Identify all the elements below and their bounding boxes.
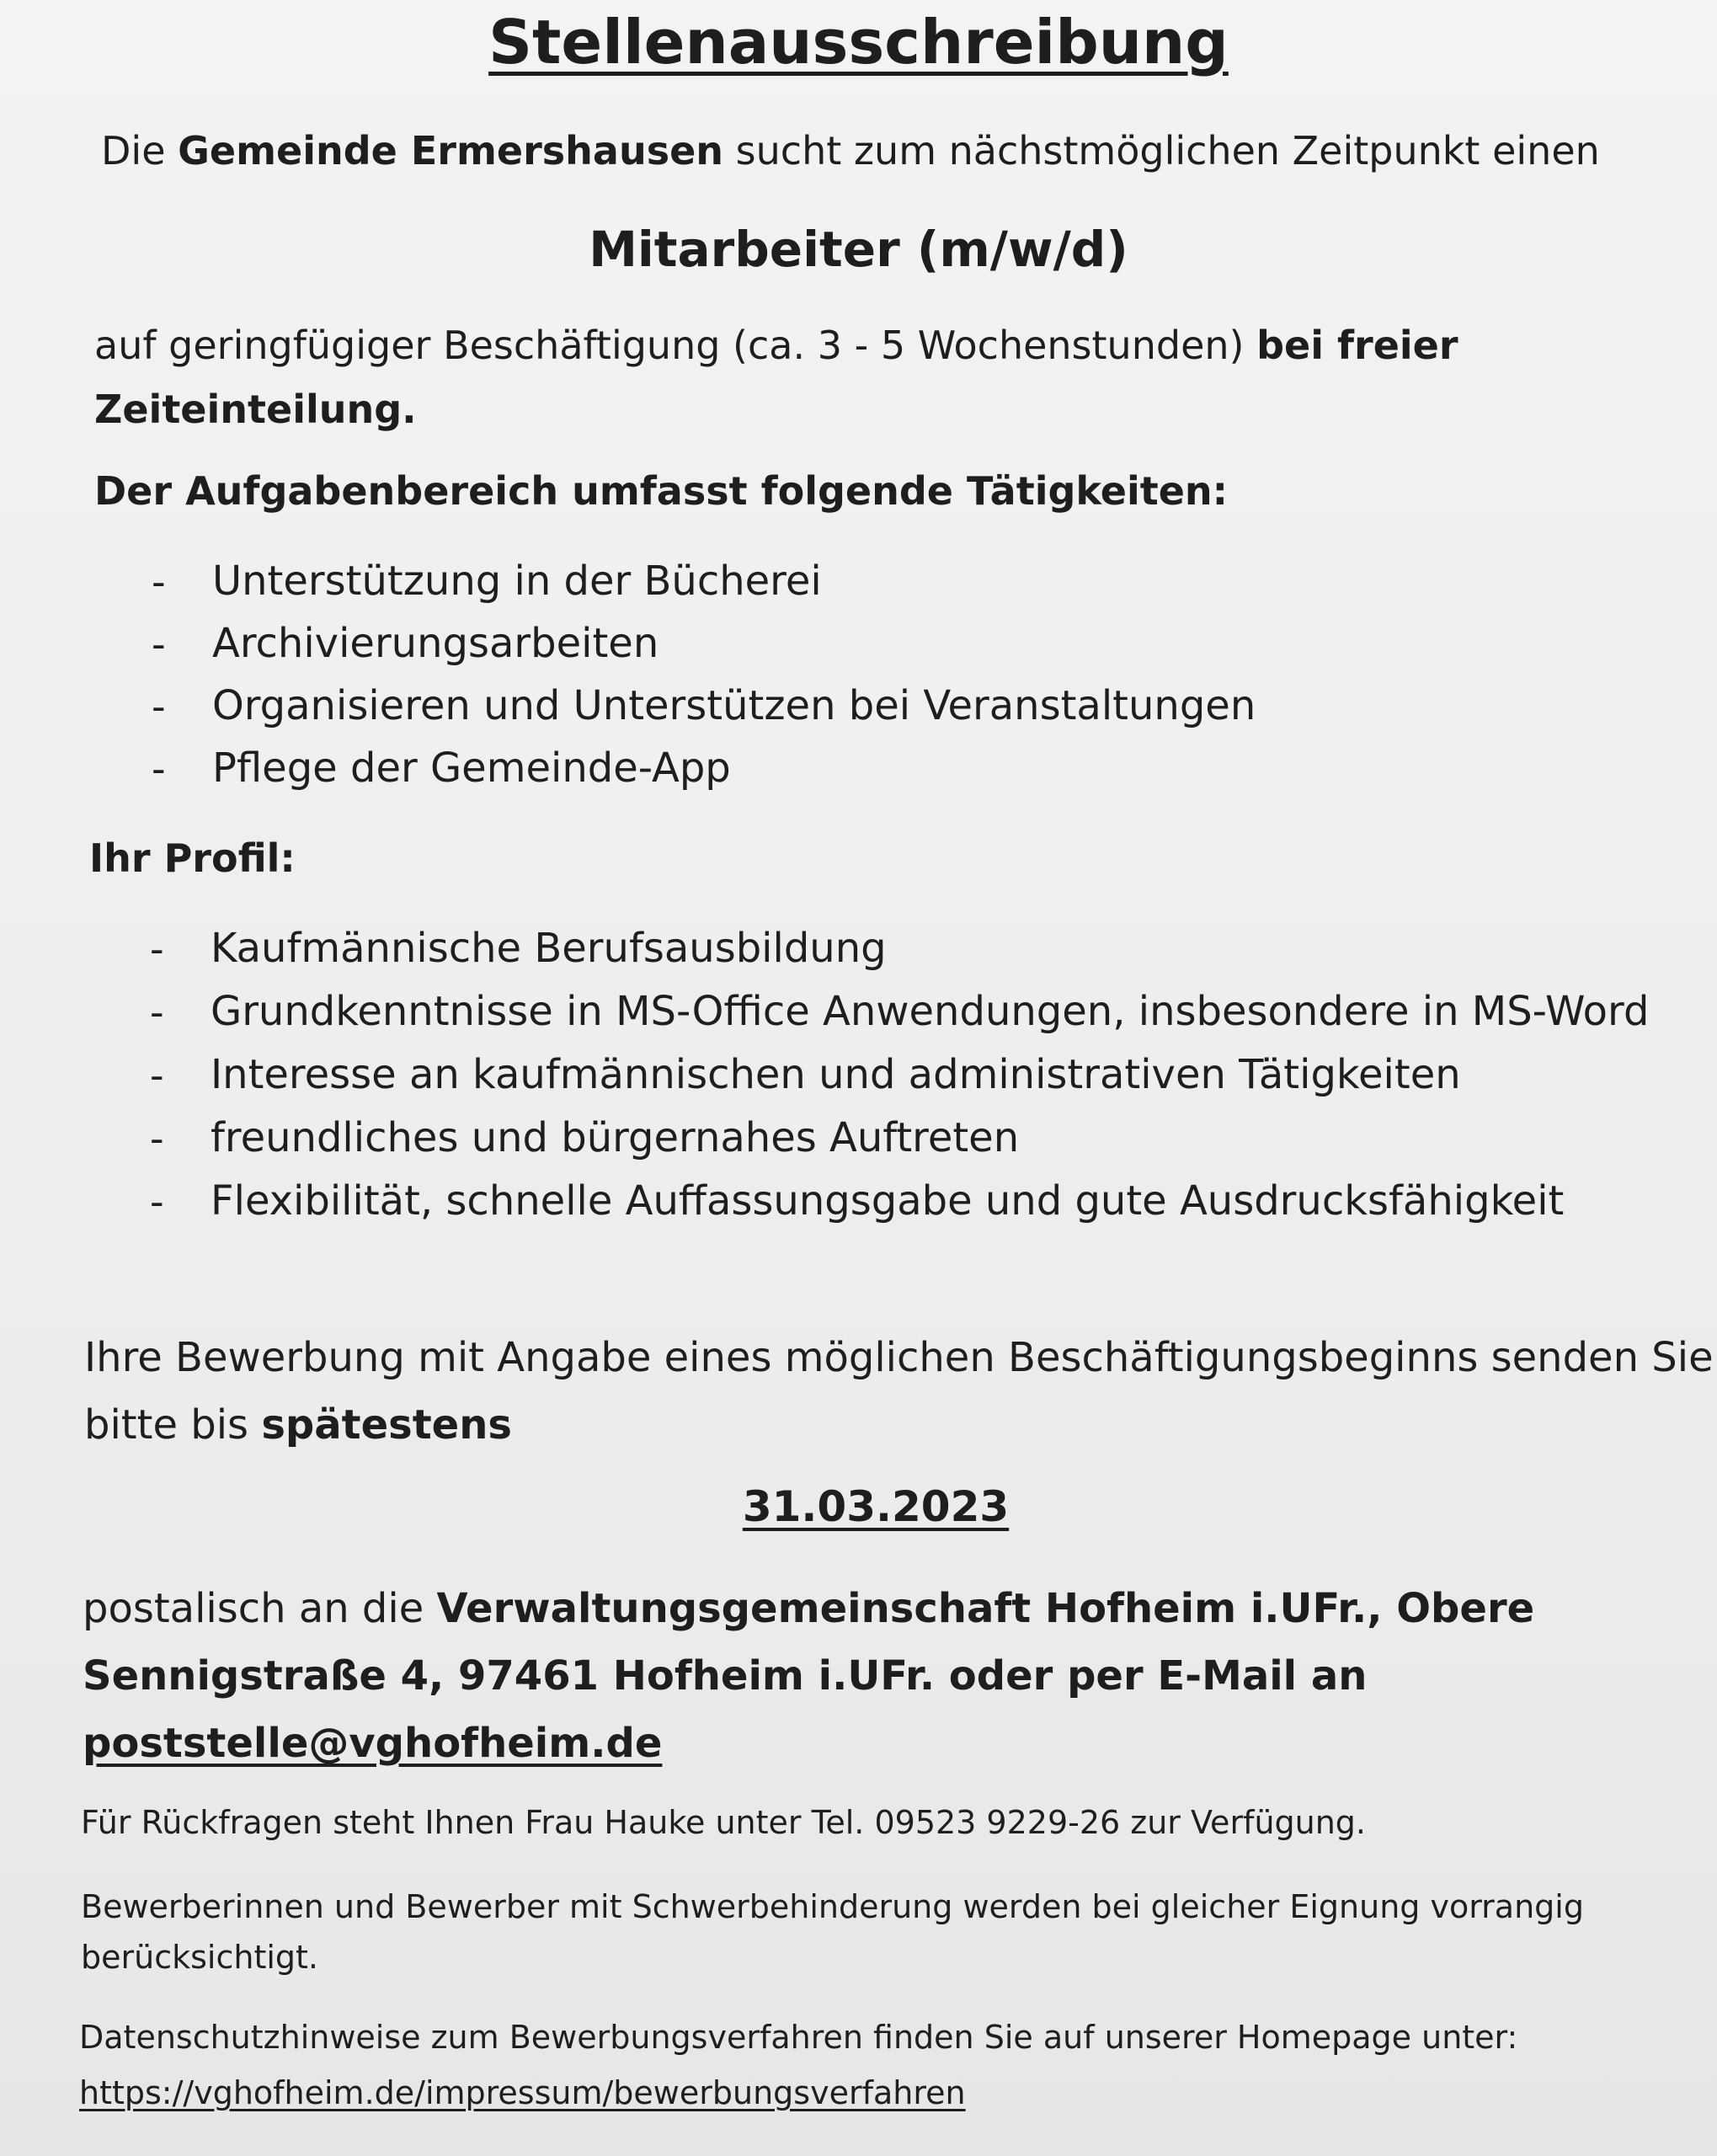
tasks-heading: Der Aufgabenbereich umfasst folgende Tätigkeiten: — [94, 468, 1229, 514]
profile-item: Kaufmännische Berufsausbildung — [211, 925, 887, 972]
list-dash: - — [150, 1179, 164, 1225]
privacy-line-1: Datenschutzhinweise zum Bewerbungsverfahren finden Sie auf unserer Homepage unter: — [79, 2019, 1518, 2056]
list-dash: - — [150, 1053, 164, 1098]
profile-heading: Ihr Profil: — [89, 835, 296, 881]
intro-post: sucht zum nächstmöglichen Zeitpunkt einen — [723, 128, 1600, 173]
application-line-2: bitte bis spätestens — [84, 1401, 512, 1449]
profile-item: Grundkenntnisse in MS-Office Anwendungen, insbesondere in MS-Word — [211, 988, 1650, 1035]
task-item: Pflege der Gemeinde-App — [212, 744, 731, 792]
list-dash: - — [152, 622, 166, 667]
application-instructions — [84, 1324, 1714, 1459]
address-email-line — [83, 1710, 1534, 1777]
list-dash: - — [152, 684, 166, 729]
address-line-2: Sennigstraße 4, 97461 Hofheim i.UFr. oder per E-Mail an — [83, 1652, 1368, 1700]
list-dash: - — [152, 746, 166, 792]
intro-municipality: Gemeinde Ermershausen — [178, 128, 724, 173]
task-item: Unterstützung in der Bücherei — [212, 558, 822, 605]
task-item: Organisieren und Unterstützen bei Veranstaltungen — [212, 682, 1256, 729]
task-item: Archivierungsarbeiten — [212, 620, 659, 667]
list-dash: - — [152, 559, 166, 605]
privacy-link[interactable]: https://vghofheim.de/impressum/bewerbungsverfahren — [79, 2074, 966, 2111]
disability-line-1: Bewerberinnen und Bewerber mit Schwerbehinderung werden bei gleicher Eignung vorrangig — [81, 1888, 1584, 1925]
deadline-date: 31.03.2023 — [742, 1482, 1010, 1531]
list-dash: - — [150, 990, 164, 1035]
email-link[interactable]: poststelle@vghofheim.de — [83, 1720, 663, 1767]
employment-terms — [94, 313, 1458, 441]
intro-pre: Die — [101, 128, 179, 173]
employment-line-1: auf geringfügiger Beschäftigung (ca. 3 - 5 Wochenstunden) bei freier — [94, 323, 1458, 368]
list-dash: - — [150, 1116, 164, 1161]
contact-note: Für Rückfragen steht Ihnen Frau Hauke unter Tel. 09523 9229-26 zur Verfügung. — [81, 1804, 1367, 1841]
position-title: Mitarbeiter (m/w/d) — [589, 221, 1128, 278]
intro-line — [101, 128, 1600, 173]
profile-item: Flexibilität, schnelle Auffassungsgabe und gute Ausdrucksfähigkeit — [211, 1177, 1565, 1225]
document-title: Stellenausschreibung — [488, 7, 1229, 77]
profile-item: Interesse an kaufmännischen und administrativen Tätigkeiten — [211, 1051, 1461, 1098]
employment-line-2: Zeiteinteilung. — [94, 387, 417, 432]
disability-line-2: berücksichtigt. — [81, 1939, 318, 1976]
application-line-1: Ihre Bewerbung mit Angabe eines möglichen Beschäftigungsbeginns senden Sie — [84, 1334, 1714, 1381]
disability-note — [81, 1881, 1584, 1983]
list-dash: - — [150, 926, 164, 972]
profile-item: freundliches und bürgernahes Auftreten — [211, 1114, 1020, 1161]
privacy-note — [79, 2009, 1517, 2121]
address-line-1: postalisch an die Verwaltungsgemeinschaft Hofheim i.UFr., Obere — [83, 1585, 1535, 1632]
postal-address — [83, 1575, 1534, 1777]
